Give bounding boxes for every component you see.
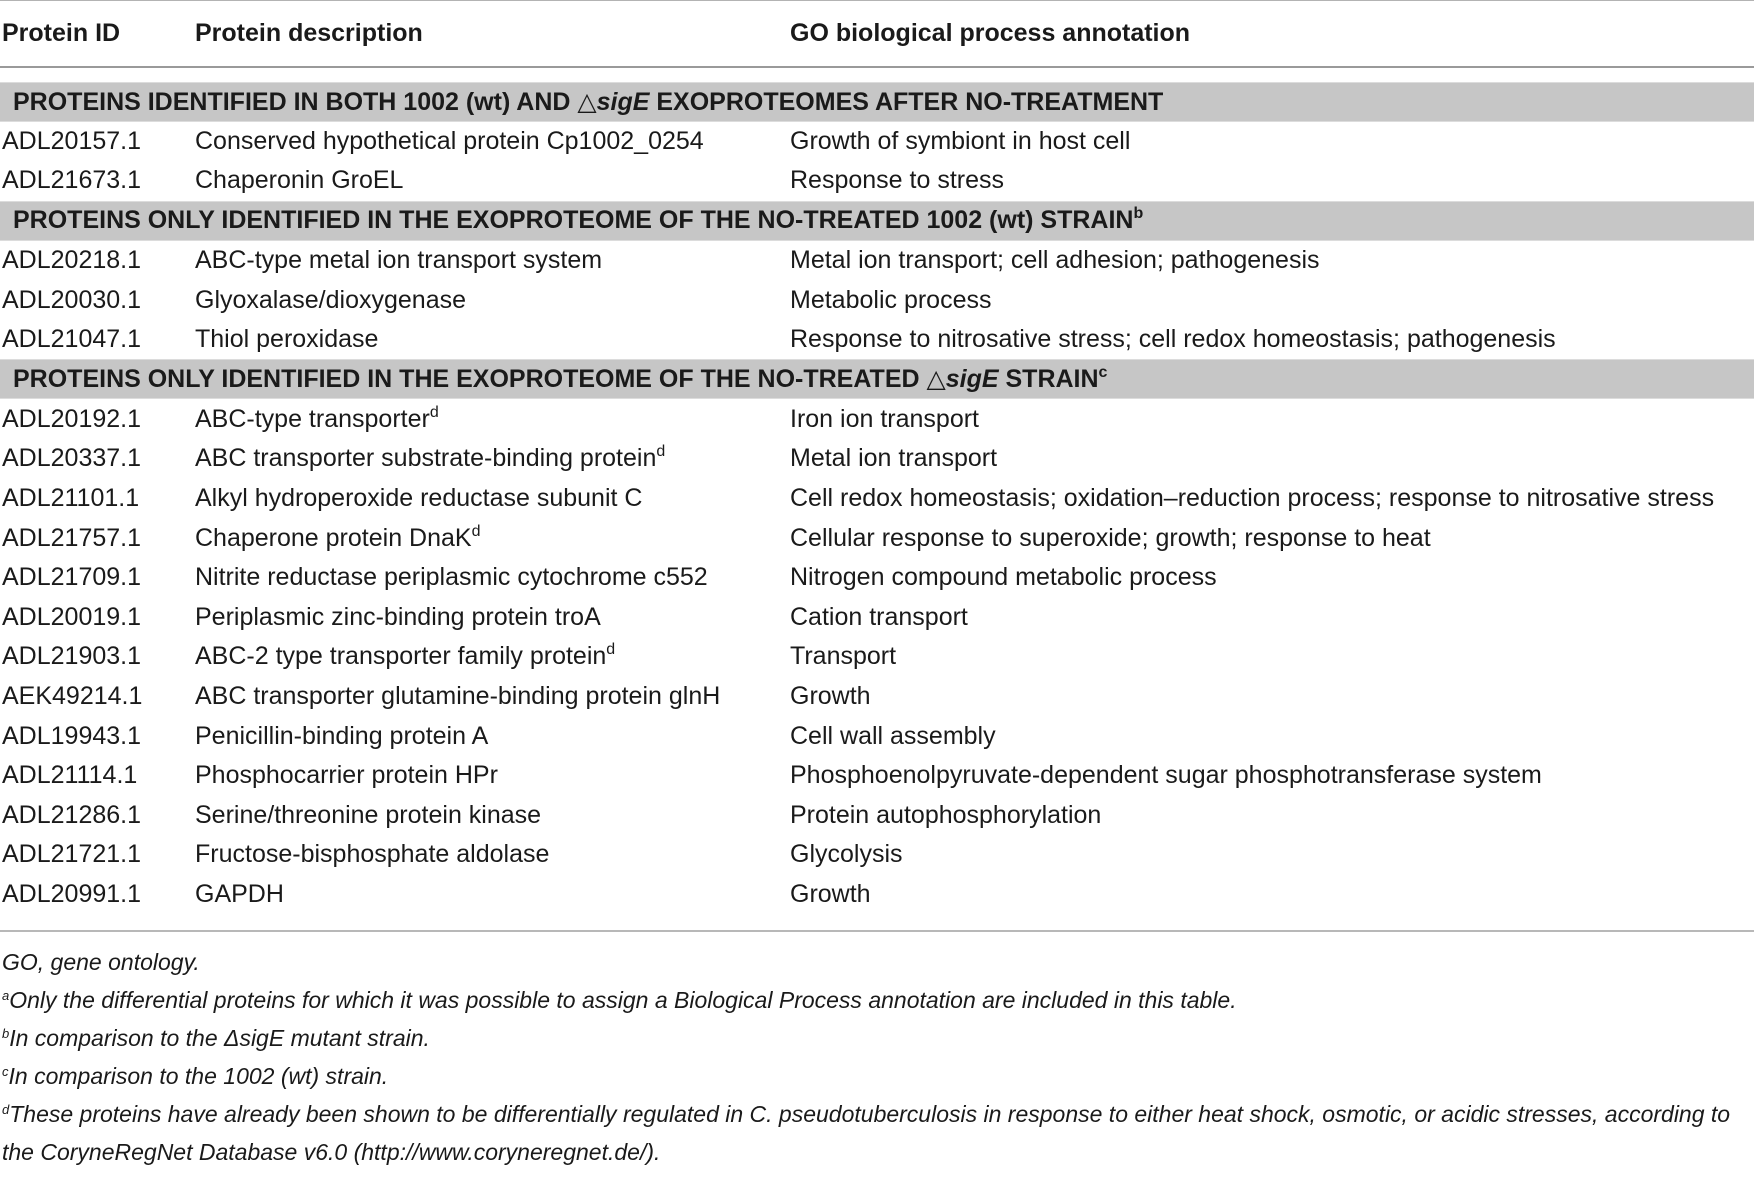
table-row bbox=[0, 240, 1754, 280]
table-row bbox=[0, 756, 1754, 796]
table-footnotes bbox=[2, 948, 1750, 1181]
protein-description-text: Glyoxalase/dioxygenase bbox=[195, 285, 466, 314]
table-body bbox=[0, 67, 1754, 915]
protein-description-text: Chaperonin GroEL bbox=[195, 166, 404, 195]
protein-id-cell: AEK49214.1 bbox=[2, 681, 143, 710]
protein-description-cell bbox=[193, 835, 790, 875]
protein-description-cell bbox=[193, 875, 790, 915]
protein-id-cell: ADL21757.1 bbox=[2, 523, 142, 552]
go-annotation-cell: Cell wall assembly bbox=[790, 721, 996, 750]
table-row bbox=[0, 597, 1754, 637]
protein-id-cell: ADL21903.1 bbox=[2, 642, 142, 671]
section-header-row bbox=[0, 201, 1754, 240]
protein-description-cell bbox=[193, 637, 790, 677]
footnote-letter: a bbox=[2, 988, 10, 1003]
protein-description-cell bbox=[193, 121, 790, 161]
protein-description-text: Serine/threonine protein kinase bbox=[195, 800, 542, 829]
protein-description-text: ABC-2 type transporter family protein bbox=[195, 642, 607, 671]
table-bottom-rule bbox=[0, 930, 1754, 932]
protein-description-cell bbox=[193, 756, 790, 796]
footnote-letter: d bbox=[2, 1102, 10, 1117]
go-annotation-cell: Response to stress bbox=[790, 166, 1004, 195]
protein-id-cell: ADL20157.1 bbox=[2, 126, 142, 155]
header-protein-description: Protein description bbox=[193, 1, 790, 67]
protein-description-cell bbox=[193, 795, 790, 835]
footnote-mark: d bbox=[656, 443, 666, 461]
go-annotation-cell: Cation transport bbox=[790, 602, 968, 631]
protein-id-cell: ADL21286.1 bbox=[2, 800, 142, 829]
table-row bbox=[0, 518, 1754, 558]
section-title bbox=[0, 201, 1754, 240]
go-annotation-cell: Cell redox homeostasis; oxidation–reduction process; response to nitrosative stress bbox=[790, 483, 1715, 512]
section-header-row bbox=[0, 360, 1754, 399]
section-title-text-end: STRAIN bbox=[998, 365, 1099, 394]
delta-symbol: △ bbox=[926, 365, 946, 394]
footnote-letter: c bbox=[2, 1064, 9, 1079]
protein-description-cell bbox=[193, 320, 790, 360]
protein-description-text: Periplasmic zinc-binding protein troA bbox=[195, 602, 601, 631]
go-annotation-cell: Metabolic process bbox=[790, 285, 992, 314]
protein-description-cell bbox=[193, 558, 790, 598]
section-title-footnote-mark: c bbox=[1098, 364, 1108, 382]
go-annotation-cell: Metal ion transport; cell adhesion; pathogenesis bbox=[790, 245, 1320, 274]
go-annotation-cell: Growth bbox=[790, 879, 871, 908]
table-row bbox=[0, 835, 1754, 875]
protein-description-cell bbox=[193, 399, 790, 439]
section-header-row bbox=[0, 82, 1754, 121]
protein-id-cell: ADL20218.1 bbox=[2, 245, 142, 274]
table-row bbox=[0, 795, 1754, 835]
go-annotation-cell: Response to nitrosative stress; cell redox homeostasis; pathogenesis bbox=[790, 325, 1556, 354]
protein-description-cell bbox=[193, 161, 790, 201]
footnote bbox=[2, 1024, 1750, 1052]
footnote-mark: d bbox=[606, 641, 616, 659]
protein-id-cell: ADL21047.1 bbox=[2, 325, 142, 354]
protein-id-cell: ADL20030.1 bbox=[2, 285, 142, 314]
protein-description-cell bbox=[193, 479, 790, 519]
protein-description-text: Penicillin-binding protein A bbox=[195, 721, 489, 750]
footnote-text: Only the differential proteins for which it was possible to assign a Biological Process annotation are included in this table. bbox=[9, 987, 1237, 1013]
table-row bbox=[0, 161, 1754, 201]
protein-description-text: Fructose-bisphosphate aldolase bbox=[195, 840, 550, 869]
header-spacer bbox=[0, 67, 1754, 83]
go-annotation-cell: Nitrogen compound metabolic process bbox=[790, 563, 1217, 592]
protein-description-cell bbox=[193, 677, 790, 717]
protein-id-cell: ADL21114.1 bbox=[2, 761, 138, 790]
protein-description-text: Thiol peroxidase bbox=[195, 325, 379, 354]
go-annotation-cell: Iron ion transport bbox=[790, 404, 979, 433]
footnote-text: In comparison to the 1002 (wt) strain. bbox=[8, 1063, 389, 1089]
protein-id-cell: ADL21673.1 bbox=[2, 166, 142, 195]
protein-description-text: ABC transporter substrate-binding protein bbox=[195, 444, 657, 473]
protein-id-cell: ADL21709.1 bbox=[2, 563, 142, 592]
footnote bbox=[2, 1062, 1750, 1090]
go-annotation-cell: Growth bbox=[790, 681, 871, 710]
protein-description-text: GAPDH bbox=[195, 879, 284, 908]
go-annotation-cell: Transport bbox=[790, 642, 897, 671]
footnote bbox=[2, 986, 1750, 1014]
protein-id-cell: ADL21101.1 bbox=[2, 483, 140, 512]
protein-description-text: Chaperone protein DnaK bbox=[195, 523, 472, 552]
go-annotation-cell: Cellular response to superoxide; growth; response to heat bbox=[790, 523, 1431, 552]
protein-description-cell bbox=[193, 439, 790, 479]
protein-description-cell bbox=[193, 280, 790, 320]
header-protein-id: Protein ID bbox=[0, 1, 193, 67]
go-annotation-cell: Phosphoenolpyruvate-dependent sugar phosphotransferase system bbox=[790, 761, 1542, 790]
protein-description-cell bbox=[193, 716, 790, 756]
go-annotation-cell: Protein autophosphorylation bbox=[790, 800, 1102, 829]
section-title-gene: sigE bbox=[596, 87, 650, 116]
footnote-mark: d bbox=[471, 522, 481, 540]
protein-description-text: Conserved hypothetical protein Cp1002_0254 bbox=[195, 126, 704, 155]
protein-description-text: Phosphocarrier protein HPr bbox=[195, 761, 498, 790]
section-title bbox=[0, 360, 1754, 399]
section-title bbox=[0, 82, 1754, 121]
header-go-annotation: GO biological process annotation bbox=[790, 1, 1754, 67]
footnote-text: In comparison to the ΔsigE mutant strain. bbox=[9, 1025, 430, 1051]
table-row bbox=[0, 121, 1754, 161]
section-title-text-end: EXOPROTEOMES AFTER NO-TREATMENT bbox=[649, 87, 1164, 116]
table-row bbox=[0, 637, 1754, 677]
section-title-text: PROTEINS IDENTIFIED IN BOTH 1002 (wt) AND bbox=[13, 87, 578, 116]
table-row bbox=[0, 875, 1754, 915]
table-header bbox=[0, 1, 1754, 67]
protein-id-cell: ADL20192.1 bbox=[2, 404, 142, 433]
table-row bbox=[0, 479, 1754, 519]
protein-description-text: ABC-type metal ion transport system bbox=[195, 245, 603, 274]
table-row bbox=[0, 677, 1754, 717]
section-title-text: PROTEINS ONLY IDENTIFIED IN THE EXOPROTEOME OF THE NO-TREATED bbox=[13, 365, 927, 394]
table-row bbox=[0, 399, 1754, 439]
footnote-text: These proteins have already been shown to be differentially regulated in C. pseudotuberculosis in response to either heat shock, osmotic, or acidic stresses, according to the CoryneRegNet Database v6.0 (http://www.coryneregnet.de/). bbox=[2, 1101, 1731, 1165]
go-annotation-cell: Growth of symbiont in host cell bbox=[790, 126, 1131, 155]
protein-description-text: ABC transporter glutamine-binding protein glnH bbox=[195, 681, 721, 710]
protein-description-text: Nitrite reductase periplasmic cytochrome c552 bbox=[195, 563, 708, 592]
footnote-mark: d bbox=[429, 403, 439, 421]
protein-description-cell bbox=[193, 518, 790, 558]
section-title-footnote-mark: b bbox=[1133, 205, 1144, 223]
protein-description-text: ABC-type transporter bbox=[195, 404, 430, 433]
section-title-text: PROTEINS ONLY IDENTIFIED IN THE EXOPROTEOME OF THE NO-TREATED 1002 (wt) STRAIN bbox=[13, 206, 1134, 235]
table-row bbox=[0, 439, 1754, 479]
protein-id-cell: ADL20019.1 bbox=[2, 602, 142, 631]
protein-description-text: Alkyl hydroperoxide reductase subunit C bbox=[195, 483, 643, 512]
protein-description-cell bbox=[193, 597, 790, 637]
protein-id-cell: ADL20337.1 bbox=[2, 444, 142, 473]
footnote bbox=[2, 1095, 1750, 1171]
delta-symbol: △ bbox=[577, 87, 597, 116]
footnote bbox=[2, 948, 1750, 976]
protein-id-cell: ADL21721.1 bbox=[2, 840, 142, 869]
protein-id-cell: ADL20991.1 bbox=[2, 879, 142, 908]
section-title-gene: sigE bbox=[945, 365, 999, 394]
go-annotation-cell: Glycolysis bbox=[790, 840, 903, 869]
table-row bbox=[0, 320, 1754, 360]
go-annotation-cell: Metal ion transport bbox=[790, 444, 998, 473]
footnote-letter: b bbox=[2, 1026, 10, 1041]
table-row bbox=[0, 280, 1754, 320]
protein-description-cell bbox=[193, 240, 790, 280]
footnote-text: GO, gene ontology. bbox=[2, 949, 200, 975]
table-row bbox=[0, 558, 1754, 598]
table-row bbox=[0, 716, 1754, 756]
protein-id-cell: ADL19943.1 bbox=[2, 721, 142, 750]
